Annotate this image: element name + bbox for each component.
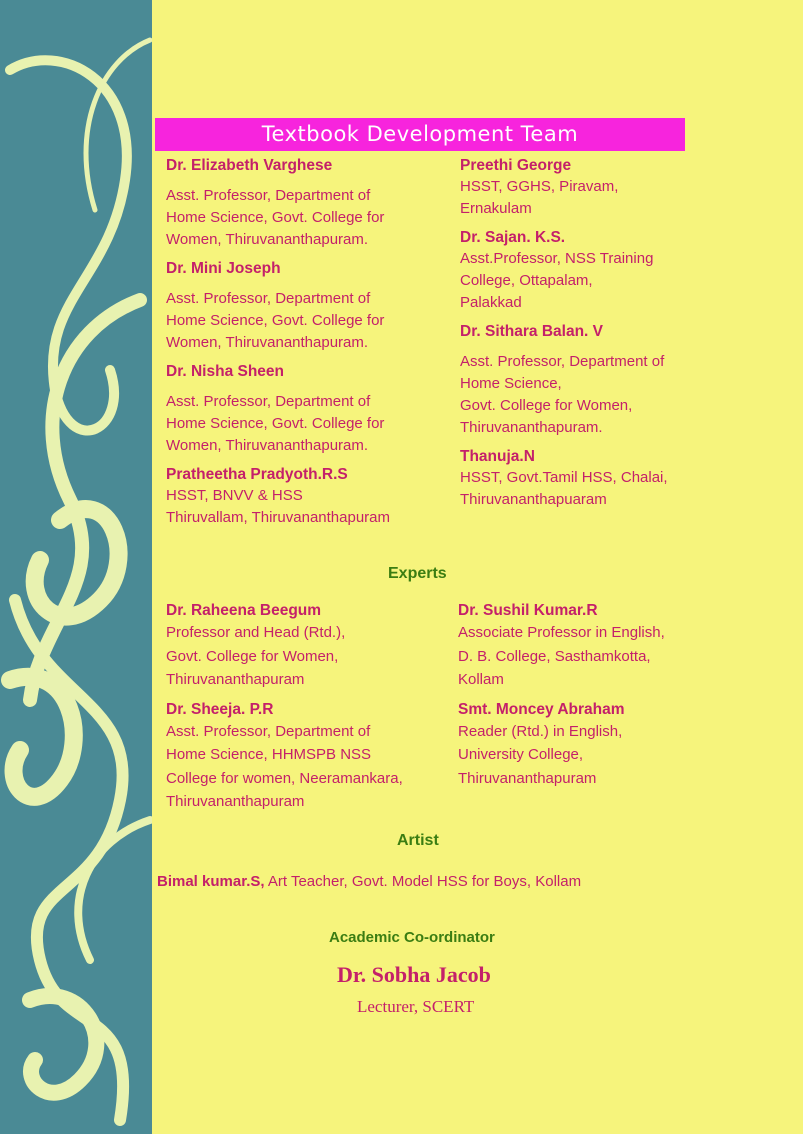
team-member — [460, 447, 695, 511]
expert-name: Smt. Moncey Abraham — [458, 700, 625, 718]
swirl-ornament-icon — [0, 0, 152, 1134]
coordinator-name: Dr. Sobha Jacob — [337, 962, 491, 987]
team-left-column — [166, 156, 436, 537]
member-name: Preethi George — [460, 157, 572, 174]
member-name: Dr. Nisha Sheen — [166, 363, 285, 380]
experts-heading: Experts — [388, 565, 447, 582]
member-affiliation: HSST, Govt.Tamil HSS, Chalai, Thiruvananthapuaram — [460, 469, 668, 508]
team-member — [460, 322, 695, 439]
expert — [166, 700, 451, 814]
member-affiliation: Asst. Professor, Department of Home Science, Govt. College for Women, Thiruvananthapuram. — [166, 187, 385, 248]
team-member — [166, 362, 436, 457]
artist-name: Bimal kumar.S, — [157, 873, 265, 890]
experts-right-column — [458, 601, 703, 798]
coordinator-role: Lecturer, SCERT — [357, 997, 475, 1016]
expert-affiliation: Asst. Professor, Department of Home Science, HHMSPB NSS College for women, Neeramankara, Thiruvananthapuram — [166, 722, 403, 810]
expert-name: Dr. Sheeja. P.R — [166, 700, 274, 718]
expert — [458, 700, 703, 791]
team-member — [460, 156, 695, 220]
team-member — [166, 259, 436, 354]
member-affiliation: HSST, BNVV & HSS Thiruvallam, Thiruvananthapuram — [166, 487, 390, 526]
member-name: Dr. Sajan. K.S. — [460, 229, 566, 246]
expert-affiliation: Reader (Rtd.) in English, University College, Thiruvananthapuram — [458, 722, 623, 787]
member-name: Thanuja.N — [460, 448, 535, 465]
member-name: Dr. Mini Joseph — [166, 260, 281, 277]
expert-affiliation: Associate Professor in English, D. B. College, Sasthamkotta, Kollam — [458, 624, 665, 688]
coordinator-heading: Academic Co-ordinator — [329, 929, 495, 946]
expert — [166, 601, 451, 692]
expert — [458, 601, 703, 692]
member-affiliation: HSST, GGHS, Piravam, Ernakulam — [460, 178, 619, 217]
expert-affiliation: Professor and Head (Rtd.), Govt. College for Women, Thiruvananthapuram — [166, 624, 346, 688]
artist-affiliation: Art Teacher, Govt. Model HSS for Boys, Kollam — [264, 873, 582, 890]
member-affiliation: Asst. Professor, Department of Home Science, Govt. College for Women, Thiruvananthapuram. — [460, 353, 665, 436]
page-title: Textbook Development Team — [155, 118, 685, 151]
member-affiliation: Asst. Professor, Department of Home Science, Govt. College for Women, Thiruvananthapuram. — [166, 290, 385, 351]
member-affiliation: Asst. Professor, Department of Home Science, Govt. College for Women, Thiruvananthapuram. — [166, 393, 385, 454]
expert-name: Dr. Raheena Beegum — [166, 602, 322, 619]
team-member — [166, 465, 436, 529]
member-name: Dr. Sithara Balan. V — [460, 323, 603, 340]
artist-credit — [157, 873, 581, 890]
team-member — [460, 228, 695, 314]
team-member — [166, 156, 436, 251]
member-name: Dr. Elizabeth Varghese — [166, 157, 333, 174]
expert-name: Dr. Sushil Kumar.R — [458, 602, 598, 619]
member-name: Pratheetha Pradyoth.R.S — [166, 466, 348, 483]
decorative-sidebar — [0, 0, 152, 1134]
artist-heading: Artist — [397, 832, 439, 849]
experts-left-column — [166, 601, 451, 822]
team-right-column — [460, 156, 695, 519]
member-affiliation: Asst.Professor, NSS Training College, Ottapalam, Palakkad — [460, 250, 654, 311]
